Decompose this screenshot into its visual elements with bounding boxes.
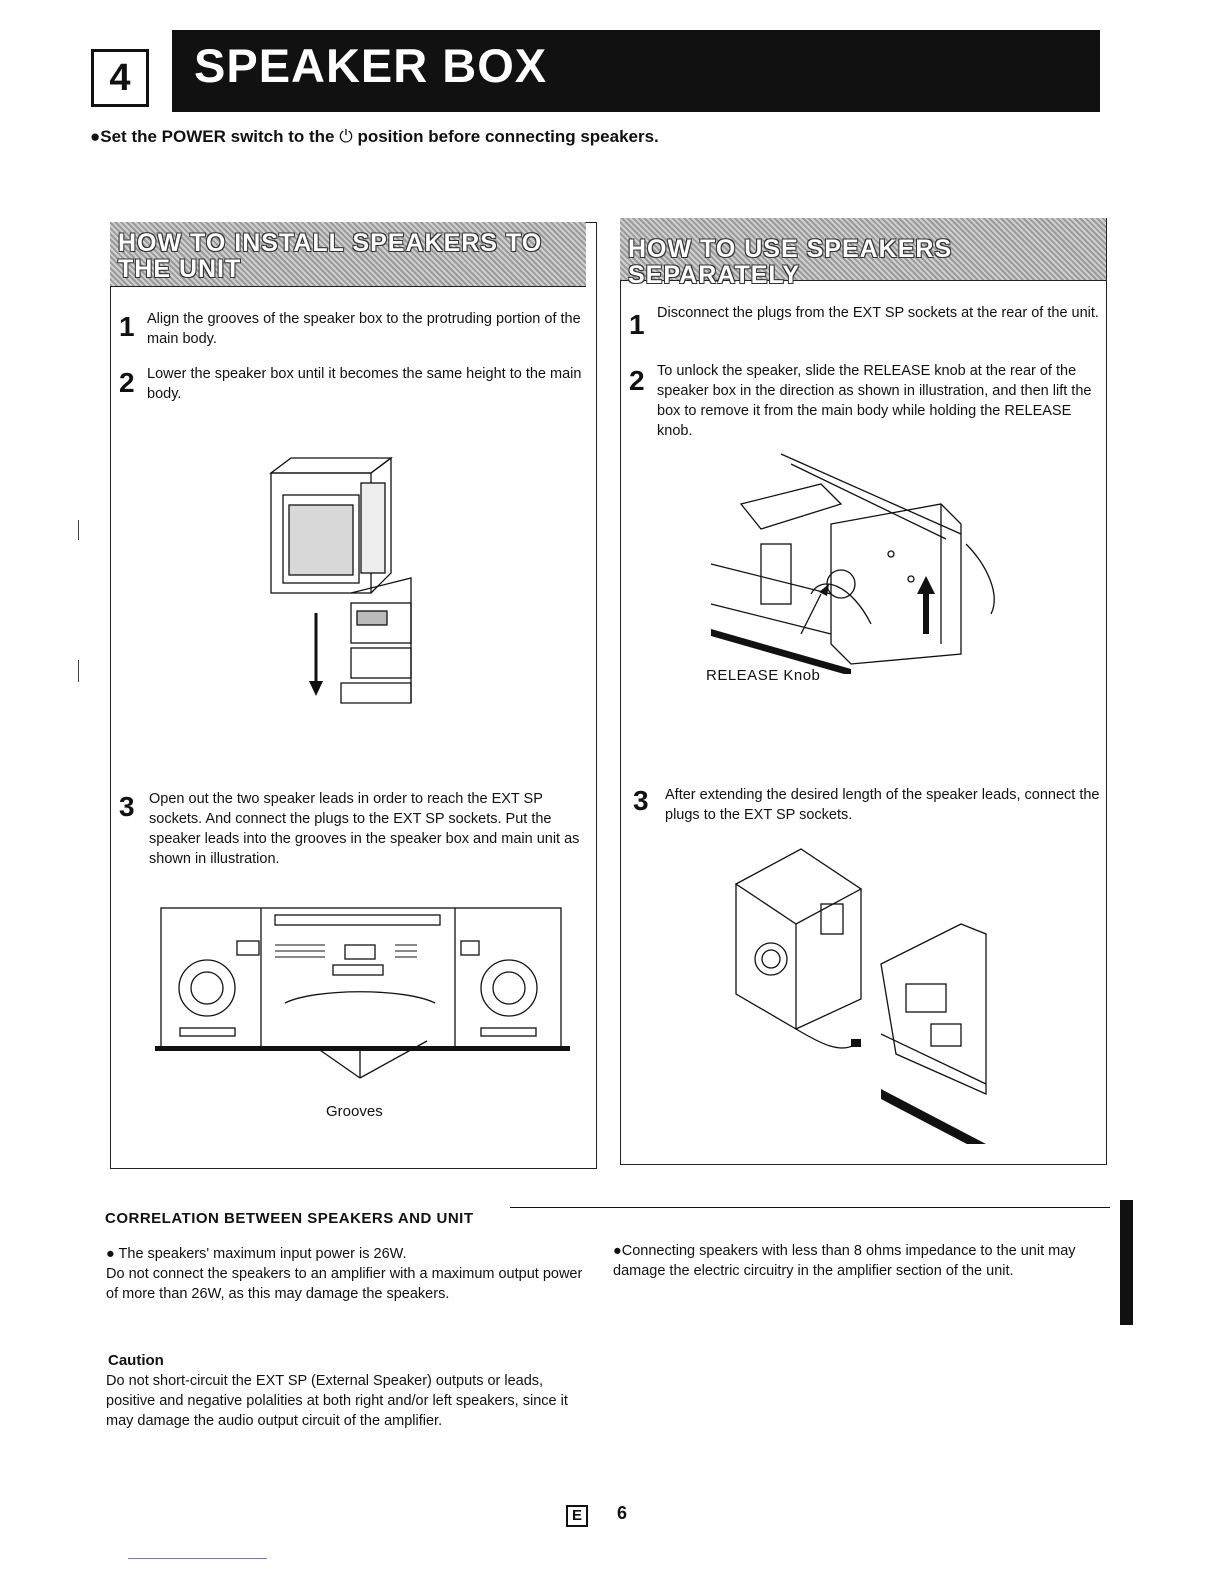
caution-title: Caution [108, 1352, 164, 1369]
separate-speaker-illustration [731, 844, 991, 1144]
impedance-warning: ●Connecting speakers with less than 8 ohms impedance to the unit may damage the electric circuitry in the amplifier section of the unit. [613, 1243, 1076, 1279]
correlation-left [106, 1244, 596, 1304]
rear-grooves-illustration [155, 903, 575, 1113]
language-box: E [566, 1505, 588, 1527]
separate-step-3: After extending the desired length of the speaker leads, connect the plugs to the EXT SP sockets. [665, 787, 1100, 823]
grooves-label: Grooves [326, 1103, 383, 1120]
install-step-2: Lower the speaker box until it becomes the same height to the main body. [147, 366, 582, 402]
section-number: 4 [91, 49, 149, 107]
page-title: SPEAKER BOX [194, 39, 548, 92]
release-knob-illustration [701, 444, 1021, 674]
amplifier-warning: Do not connect the speakers to an amplifier with a maximum output power of more than 26W, as this may damage the speakers. [106, 1266, 583, 1302]
speaker-lowering-illustration [261, 453, 421, 713]
separate-step-1: Disconnect the plugs from the EXT SP sockets at the rear of the unit. [657, 305, 1099, 321]
intro-prefix: ●Set the POWER switch to the [90, 127, 335, 146]
install-banner [110, 222, 586, 287]
step-number: 3 [119, 791, 135, 822]
install-banner-text: HOW TO INSTALL SPEAKERS TO THE UNIT [118, 229, 543, 283]
install-step-3: Open out the two speaker leads in order to reach the EXT SP sockets. And connect the plugs to the EXT SP sockets. Put the speaker leads into the grooves in the speaker box and main unit as shown in illustration. [149, 791, 580, 867]
correlation-title: CORRELATION BETWEEN SPEAKERS AND UNIT [105, 1210, 474, 1227]
caution-text: Do not short-circuit the EXT SP (External Speaker) outputs or leads, positive and negative polalities at both right and/or left speakers, since it may damage the audio output circuit of the amplifier. [106, 1373, 568, 1429]
margin-mark [78, 660, 79, 682]
release-knob-label: RELEASE Knob [706, 667, 821, 684]
separate-panel [620, 218, 1107, 1165]
step-number: 3 [633, 785, 649, 816]
intro-note [90, 127, 659, 147]
step-number: 1 [119, 311, 135, 342]
max-power-note: ● The speakers' maximum input power is 26W. [106, 1246, 407, 1262]
install-step-1: Align the grooves of the speaker box to the protruding portion of the main body. [147, 311, 581, 347]
separate-step-2: To unlock the speaker, slide the RELEASE knob at the rear of the speaker box in the direction as shown in illustration, and then lift the box to remove it from the main body while holding the RELEASE knob. [657, 363, 1092, 439]
correlation-rule [510, 1207, 1110, 1208]
footer-rule [128, 1558, 267, 1559]
step-number: 1 [629, 309, 645, 340]
margin-mark [78, 520, 79, 540]
intro-suffix: position before connecting speakers. [357, 127, 659, 146]
install-panel [110, 222, 597, 1169]
step-number: 2 [119, 367, 135, 398]
step-number: 2 [629, 365, 645, 396]
page-edge-bar [1120, 1200, 1133, 1325]
separate-banner [620, 218, 1106, 289]
separate-banner-text: HOW TO USE SPEAKERS SEPARATELY [628, 235, 953, 289]
title-bar [172, 30, 1100, 112]
page-number: 6 [617, 1503, 628, 1523]
power-standby-icon: ⏻ [339, 127, 353, 147]
